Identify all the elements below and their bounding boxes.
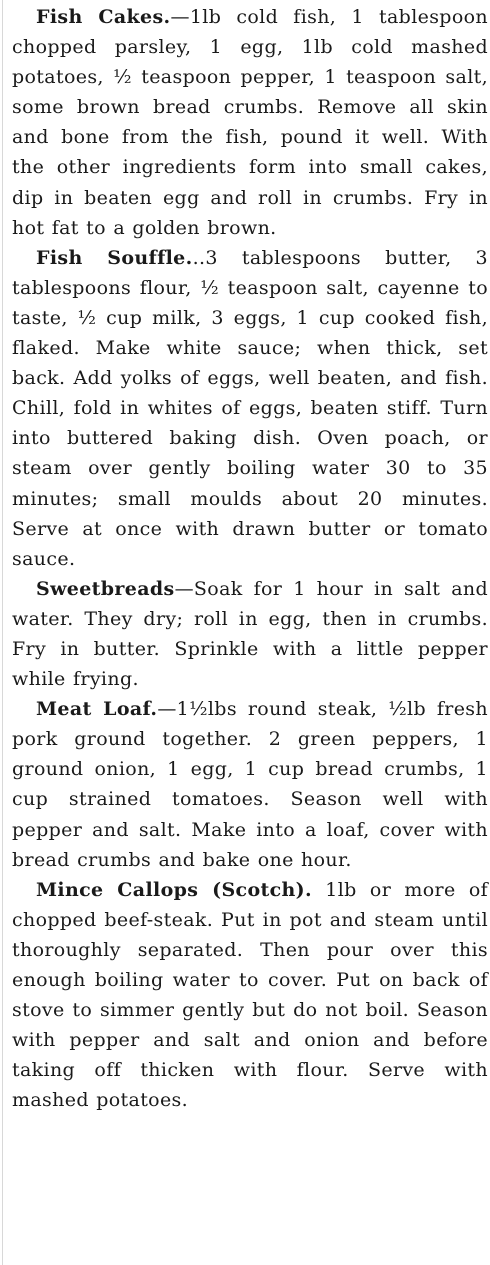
recipe-text: —1lb cold fish, 1 tablespoon chopped parsley, 1 egg, 1lb cold mashed potatoes, ½ teaspoon pepper, 1 teaspoon salt, some brown bread crumbs. Remove all skin and bone from the fish, pound it well. With the other ingredients form into small cakes, dip in beaten egg and roll in crumbs. Fry in hot fat to a golden brown. <box>12 6 488 239</box>
recipe-mince-callops <box>12 875 488 1116</box>
recipe-fish-cakes <box>12 2 488 243</box>
recipe-title: Meat Loaf. <box>36 698 158 721</box>
column-rule <box>2 0 3 1265</box>
recipe-meat-loaf <box>12 694 488 875</box>
recipe-fish-souffle <box>12 243 488 574</box>
recipe-column <box>12 2 488 1115</box>
recipe-text: —Soak for 1 hour in salt and water. They dry; roll in egg, then in crumbs. Fry in butter. Sprinkle with a little pepper while frying. <box>12 577 488 691</box>
recipe-text: —1½lbs round steak, ½lb fresh pork ground together. 2 green peppers, 1 ground onion, 1 egg, 1 cup bread crumbs, 1 cup strained tomatoes. Season well with pepper and salt. Make into a loaf, cover with bread crumbs and bake one hour. <box>12 698 488 871</box>
recipe-title: Sweetbreads <box>36 577 175 600</box>
recipe-title: Mince Callops (Scotch). <box>36 878 312 901</box>
recipe-sweetbreads <box>12 574 488 694</box>
recipe-title: Fish Souffle. <box>36 246 193 269</box>
recipe-text: 1lb or more of chopped beef-steak. Put in pot and steam until thoroughly separated. Then pour over this enough boiling water to cover. Put on back of stove to simmer gently but do not boil. Season with pepper and salt and onion and before taking off thicken with flour. Serve with mashed potatoes. <box>12 878 489 1112</box>
recipe-title: Fish Cakes. <box>36 6 171 28</box>
recipe-text: ..3 tablespoons butter, 3 tablespoons flour, ½ teaspoon salt, cayenne to taste, ½ cup milk, 3 eggs, 1 cup cooked fish, flaked. Make white sauce; when thick, set back. Add yolks of eggs, well beaten, and fish. Chill, fold in whites of eggs, beaten stiff. Turn into buttered baking dish. Oven poach, or steam over gently boiling water 30 to 35 minutes; small moulds about 20 minutes. Serve at once with drawn butter or tomato sauce. <box>12 246 488 570</box>
